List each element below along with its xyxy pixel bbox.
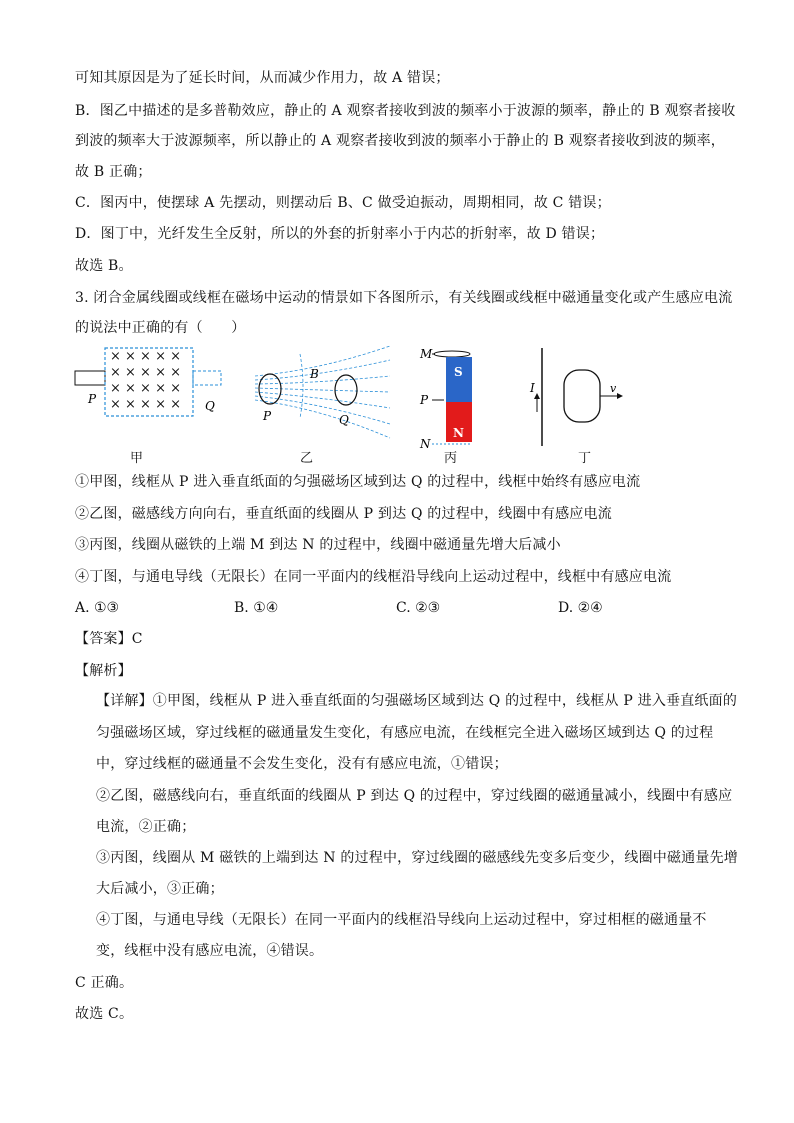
panel-ding <box>529 348 622 446</box>
conclusion-line: C 正确。 <box>75 975 134 991</box>
caption-jia: 甲 <box>130 451 144 466</box>
analysis-line: 变，线框中没有感应电流，④错误。 <box>96 943 324 959</box>
text-line: D．图丁中，光纤发生全反射，所以的外套的折射率小于内芯的折射率，故 D 错误； <box>75 226 605 242</box>
coil-p <box>259 374 281 404</box>
coil-m <box>434 351 470 357</box>
caption-ding: 丁 <box>578 451 592 466</box>
label-i: I <box>530 381 535 395</box>
option-b: B. ①④ <box>234 600 279 616</box>
text-line: 可知其原因是为了延长时间，从而减少作用力，故 A 错误； <box>75 70 450 86</box>
label-b: B <box>310 367 319 381</box>
s-pole-label: S <box>454 365 463 379</box>
label-m: M <box>420 347 433 361</box>
statement-2: ②乙图，磁感线方向向右，垂直纸面的线圈从 P 到达 Q 的过程中，线圈中有感应电流 <box>75 506 612 522</box>
label-p: P <box>88 392 97 406</box>
panel-jia <box>75 348 221 416</box>
label-q: Q <box>339 413 349 427</box>
label-v: v <box>610 382 617 395</box>
label-n: N <box>420 437 431 451</box>
field-crosses <box>110 349 181 412</box>
magnet-s <box>446 357 472 402</box>
panel-bing <box>419 347 472 451</box>
option-a: A. ①③ <box>75 600 120 616</box>
field-lines <box>255 346 390 438</box>
label-p: P <box>263 409 272 423</box>
text-line: C．图丙中，使摆球 A 先摆动，则摆动后 B、C 做受迫振动，周期相同，故 C 错误； <box>75 195 611 211</box>
analysis-line: 匀强磁场区域，穿过线框的磁通量发生变化，有感应电流，在线框完全进入磁场区域到达 Q 的过程 <box>96 725 714 741</box>
question-stem: 的说法中正确的有（ ） <box>75 320 246 336</box>
coil-frame <box>564 370 600 422</box>
text-line: B．图乙中描述的是多普勒效应，静止的 A 观察者接收到波的频率小于波源的频率，静止的 B 观察者接收 <box>75 103 736 119</box>
frame-q <box>193 371 221 385</box>
text-line: 故 B 正确； <box>75 164 152 180</box>
frame-p <box>75 371 105 385</box>
analysis-line: 【详解】①甲图，线框从 P 进入垂直纸面的匀强磁场区域到达 Q 的过程中，线框从 P 进入垂直纸面的 <box>96 693 738 709</box>
text-line: 到波的频率大于波源频率，所以静止的 A 观察者接收到波的频率小于静止的 B 观察者接收到波的频率， <box>75 133 725 149</box>
analysis-line: ④丁图，与通电导线（无限长）在同一平面内的线框沿导线向上运动过程中，穿过相框的磁通量不 <box>96 912 707 928</box>
label-q: Q <box>205 399 215 413</box>
svg-text:× × × × ×: × × × × × <box>110 349 181 364</box>
statement-4: ④丁图，与通电导线（无限长）在同一平面内的线框沿导线向上运动过程中，线框中有感应电流 <box>75 569 672 585</box>
statement-1: ①甲图，线框从 P 进入垂直纸面的匀强磁场区域到达 Q 的过程中，线框中始终有感应电流 <box>75 474 641 490</box>
option-c: C. ②③ <box>396 600 441 616</box>
label-p: P <box>420 393 429 407</box>
final-choice-line: 故选 C。 <box>75 1006 134 1022</box>
analysis-line: ③丙图，线圈从 M 磁铁的上端到达 N 的过程中，穿过线圈的磁感线先变多后变少，线圈中磁通量先增 <box>96 850 738 866</box>
caption-yi: 乙 <box>300 451 314 466</box>
text-line: 故选 B。 <box>75 258 133 274</box>
statement-3: ③丙图，线圈从磁铁的上端 M 到达 N 的过程中，线圈中磁通量先增大后减小 <box>75 537 561 553</box>
option-d: D. ②④ <box>558 600 603 616</box>
caption-bing: 丙 <box>444 451 458 466</box>
svg-text:× × × × ×: × × × × × <box>110 365 181 380</box>
n-pole-label: N <box>453 426 464 440</box>
svg-text:× × × × ×: × × × × × <box>110 381 181 396</box>
panel-yi <box>255 346 390 438</box>
analysis-line: ②乙图，磁感线向右，垂直纸面的线圈从 P 到达 Q 的过程中，穿过线圈的磁通量减小，线圈中有感应 <box>96 788 733 804</box>
answer-line: 【答案】C <box>75 631 143 647</box>
analysis-line: 电流，②正确； <box>96 819 196 835</box>
analysis-line: 中，穿过线框的磁通量不会发生变化，没有有感应电流，①错误； <box>96 756 508 772</box>
analysis-line: 大后减小，③正确； <box>96 881 224 897</box>
question-stem: 3. 闭合金属线圈或线框在磁场中运动的情景如下各图所示，有关线圈或线框中磁通量变化或产生感应电流 <box>75 290 733 306</box>
svg-text:× × × × ×: × × × × × <box>110 397 181 412</box>
analysis-label: 【解析】 <box>75 663 132 679</box>
